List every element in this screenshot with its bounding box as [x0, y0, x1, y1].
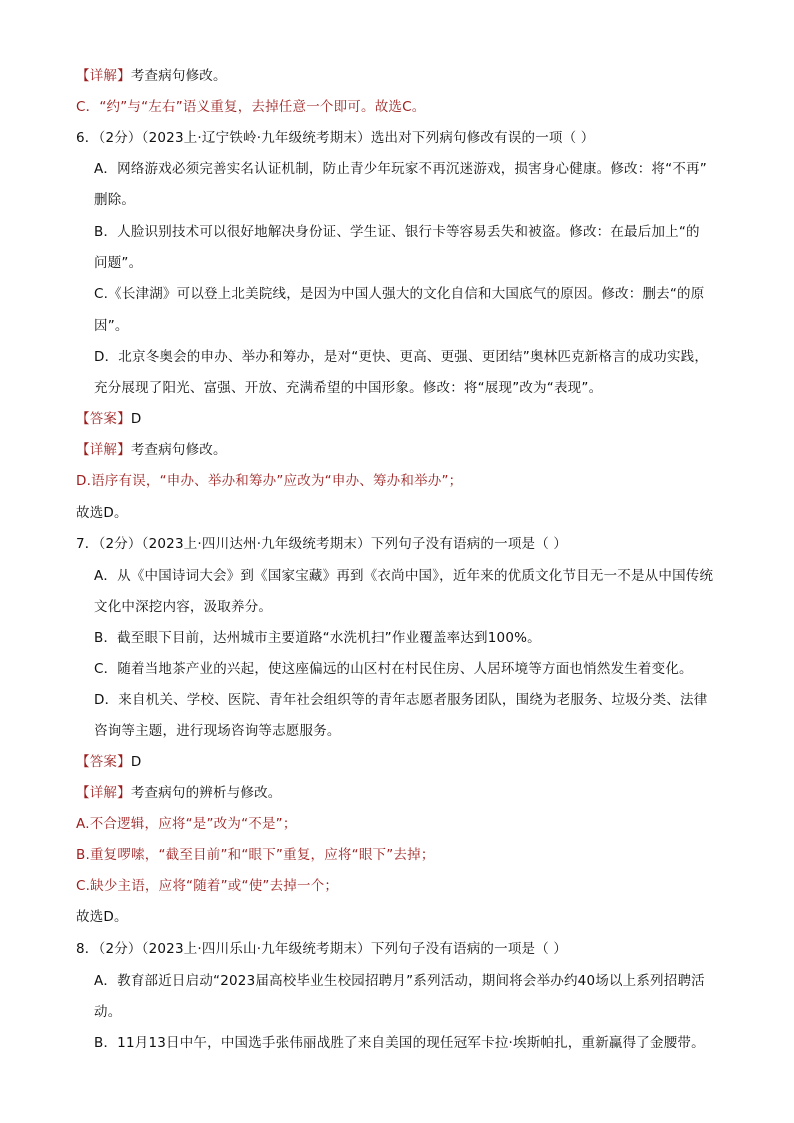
detail-tag: 【详解】 [76, 785, 131, 801]
question-8-option-a: A．教育部近日启动“2023届高校毕业生校园招聘月”系列活动，期间将会举办约40场以上系列招聘活 [94, 973, 705, 989]
question-8-stem: 8．（2分）（2023上·四川乐山·九年级统考期末）下列句子没有语病的一项是（ ） [76, 941, 568, 957]
detail-text: 考查病句修改。 [130, 68, 227, 84]
detail-text: 考查病句修改。 [130, 442, 227, 458]
answer-tag: 【答案】 [76, 754, 131, 770]
conclusion-line: 故选D。 [76, 909, 128, 925]
question-7-option-c: C．随着当地茶产业的兴起，使这座偏远的山区村在村民住房、人居环境等方面也悄然发生着变化。 [94, 661, 693, 677]
question-6-option-b-cont: 问题”。 [94, 255, 143, 271]
question-7-option-b: B．截至眼下目前，达州城市主要道路“水洗机扫”作业覆盖率达到100%。 [94, 630, 541, 646]
question-6-stem: 6．（2分）（2023上·辽宁铁岭·九年级统考期末）选出对下列病句修改有误的一项（ ） [76, 130, 595, 146]
detail-text: 考查病句的辨析与修改。 [130, 785, 282, 801]
answer-value: D [130, 754, 142, 770]
conclusion-line: 故选D。 [76, 505, 128, 521]
detail-line [76, 66, 734, 86]
question-7-option-a-cont: 文化中深挖内容，汲取养分。 [94, 599, 273, 615]
question-7-option-a: A．从《中国诗词大会》到《国家宝藏》再到《衣尚中国》，近年来的优质文化节目无一不是从中国传统 [94, 568, 714, 584]
explanation-line: C.缺少主语，应将“随着”或“使”去掉一个； [76, 878, 339, 894]
question-6-option-c: C.《长津湖》可以登上北美院线，是因为中国人强大的文化自信和大国底气的原因。修改：删去“的原 [94, 286, 705, 302]
question-7-option-d: D．来自机关、学校、医院、青年社会组织等的青年志愿者服务团队，围绕为老服务、垃圾分类、法律 [94, 692, 708, 708]
answer-tag: 【答案】 [76, 411, 131, 427]
question-6-option-a-cont: 删除。 [94, 192, 136, 208]
answer-value: D [130, 411, 142, 427]
detail-tag: 【详解】 [76, 442, 131, 458]
explanation-line: C．“约”与“左右”语义重复，去掉任意一个即可。故选C。 [76, 99, 426, 115]
question-7-option-d-cont: 咨询等主题，进行现场咨询等志愿服务。 [94, 723, 341, 739]
question-8-option-b: B．11月13日中午，中国选手张伟丽战胜了来自美国的现任冠军卡拉·埃斯帕扎，重新赢得了金腰带。 [94, 1035, 705, 1051]
question-8-option-a-cont: 动。 [94, 1004, 122, 1020]
question-6-option-d-cont: 充分展现了阳光、富强、开放、充满希望的中国形象。修改：将“展现”改为“表现”。 [94, 380, 603, 396]
question-6-option-a: A．网络游戏必须完善实名认证机制，防止青少年玩家不再沉迷游戏，损害身心健康。修改：将“不再” [94, 161, 707, 177]
question-6-option-c-cont: 因”。 [94, 318, 129, 334]
explanation-line: A.不合逻辑，应将“是”改为“不是”； [76, 816, 297, 832]
detail-line [76, 440, 734, 460]
detail-tag: 【详解】 [76, 68, 131, 84]
question-6-option-b: B．人脸识别技术可以很好地解决身份证、学生证、银行卡等容易丢失和被盗。修改：在最后加上“的 [94, 224, 700, 240]
explanation-line: D.语序有误，“申办、举办和筹办”应改为“申办、筹办和举办”； [76, 473, 463, 489]
answer-line [76, 752, 734, 772]
answer-line [76, 409, 734, 429]
detail-line [76, 783, 734, 803]
explanation-line: B.重复啰嗦，“截至目前”和“眼下”重复，应将“眼下”去掉； [76, 847, 435, 863]
question-6-option-d: D．北京冬奥会的申办、举办和筹办，是对“更快、更高、更强、更团结”奥林匹克新格言的成功实践， [94, 349, 709, 365]
question-7-stem: 7．（2分）（2023上·四川达州·九年级统考期末）下列句子没有语病的一项是（ ） [76, 536, 568, 552]
